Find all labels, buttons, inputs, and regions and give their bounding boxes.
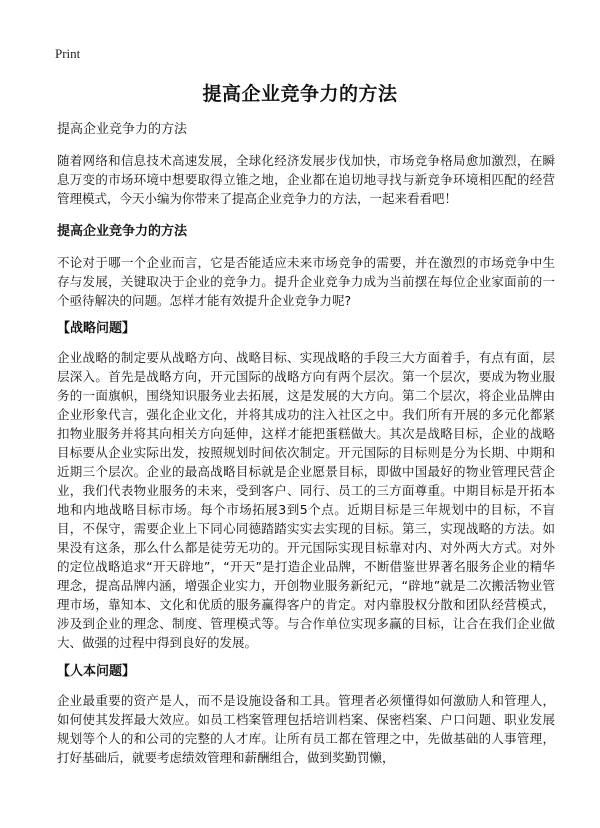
people-paragraph: 企业最重要的资产是人，而不是设施设备和工具。管理者必须懂得如何激励人和管理人，如何使其发挥最大效应。如员工档案管理包括培训档案、保密档案、户口问题、职业发展规划等个人的和公司的完整的人才库。让所有员工都在管理之中，先做基础的人事管理，打好基础后，就要考虑绩效管理和薪酬组合，做到奖勤罚懒， [57, 693, 555, 765]
print-label: Print [55, 46, 81, 61]
article-body [57, 120, 555, 767]
section-heading-strategy: 【战略问题】 [57, 321, 136, 336]
page-title: 提高企业竞争力的方法 [202, 83, 398, 105]
intro-paragraph: 随着网络和信息技术高速发展，全球化经济发展步伐加快，市场竞争格局愈加激烈，在瞬息万变的市场环境中想要取得立锥之地，企业都在追切地寻找与新竞争环境相匹配的经营管理模式，今天小编为你带来了提高企业竞争力的方法，一起来看看吧！ [57, 153, 555, 206]
main-paragraph: 不论对于哪一个企业而言，它是否能适应未来市场竞争的需要，并在激烈的市场竞争中生存与发展，关键取决于企业的竞争力。提升企业竞争力成为当前摆在每位企业家面前的一个亟待解决的问题。怎样才能有效提升企业竞争力呢? [57, 255, 555, 308]
section-heading-people: 【人本问题】 [57, 664, 136, 679]
strategy-paragraph: 企业战略的制定要从战略方向、战略目标、实现战略的手段三大方面着手，有点有面，层层深入。首先是战略方向，开元国际的战略方向有两个层次。第一个层次，要成为物业服务的一面旗帜，围绕知识服务业去拓展，这是发展的大方向。第二个层次，将企业品牌由企业形象代言，强化企业文化，并将其成功的注入社区之中。我们所有开展的多元化都紧扣物业服务并将其向相关方向延伸，这样才能把蛋糕做大。其次是战略目标，企业的战略目标要从企业实际出发，按照规划时间依次制定。开元国际的目标则是分为长期、中期和近期三个层次。企业的最高战略目标就是企业愿景目标，即做中国最好的物业管理民营企业，我们代表物业服务的未来，受到客户、同行、员工的三方面尊重。中期目标是开拓本地和内地战略目标市场。每个市场拓展3到5个点。近期目标是三年规划中的目标，不盲目，不保守，需要企业上下同心同德踏踏实实去实现的目标。第三，实现战略的方法。如果没有这条，那么什么都是徒劳无功的。开元国际实现目标靠对内、对外两大方式。对外的定位战略追求“开天辟地”，“开天”是打造企业品牌，不断借鉴世界著名服务企业的精华理念，提高品牌内涵，增强企业实力，开创物业服务新纪元，“辟地”就是二次搬活物业管理市场，靠知本、文化和优质的服务赢得客户的肯定。对内靠股权分散和团队经营模式，涉及到企业的理念、制度、管理模式等。与合作单位实现多赢的目标，让合在我们企业做大、做强的过程中得到良好的发展。 [57, 350, 555, 650]
article-subtitle: 提高企业竞争力的方法 [57, 122, 188, 137]
section-heading-methods: 提高企业竞争力的方法 [57, 224, 188, 239]
